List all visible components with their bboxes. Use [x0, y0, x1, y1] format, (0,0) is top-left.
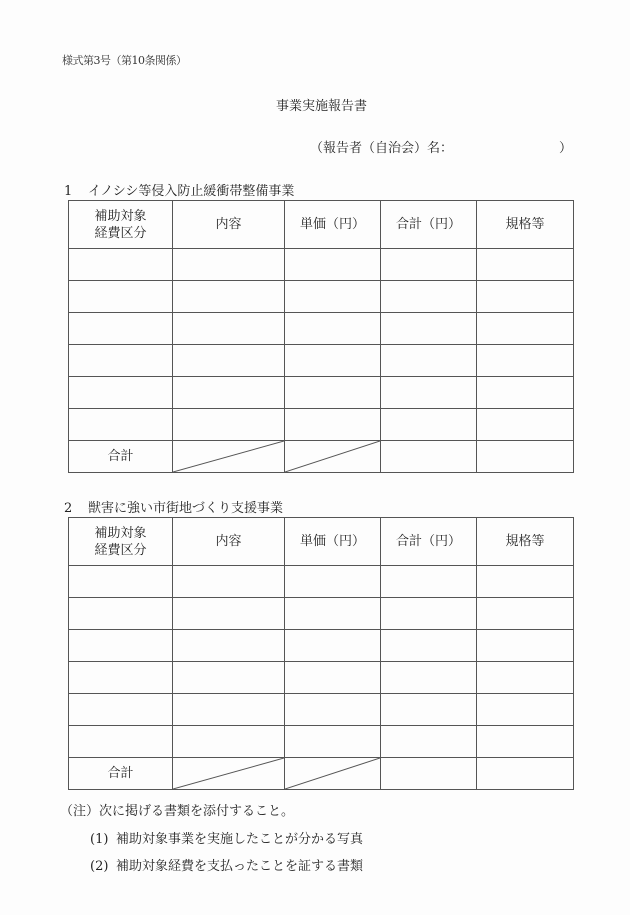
cell-content[interactable]	[173, 409, 285, 441]
cell-category[interactable]	[69, 630, 173, 662]
table-row	[69, 630, 574, 662]
cell-unit-price[interactable]	[285, 598, 381, 630]
cell-unit-price[interactable]	[285, 313, 381, 345]
note-item	[90, 855, 363, 874]
column-header-total: 合計（円）	[381, 518, 477, 566]
section-title-text: 獣害に強い市街地づくり支援事業	[88, 501, 284, 516]
cell-spec[interactable]	[477, 694, 574, 726]
table-row	[69, 409, 574, 441]
diagonal-line-icon	[173, 441, 284, 472]
cell-spec[interactable]	[477, 249, 574, 281]
cell-unit-price[interactable]	[285, 281, 381, 313]
cell-spec[interactable]	[477, 345, 574, 377]
column-header-content: 内容	[173, 518, 285, 566]
reporter-name-line	[310, 137, 572, 156]
cell-category[interactable]	[69, 249, 173, 281]
cell-total[interactable]	[381, 566, 477, 598]
section-2-title	[64, 497, 283, 516]
note-marker: (1)	[90, 832, 109, 847]
table-header-row	[69, 201, 574, 249]
note-text: 補助対象事業を実施したことが分かる写真	[116, 832, 364, 847]
cell-content[interactable]	[173, 377, 285, 409]
total-spec-cell[interactable]	[477, 441, 574, 473]
table-row	[69, 662, 574, 694]
diagonal-cell	[173, 441, 285, 473]
diagonal-cell	[285, 758, 381, 790]
cell-unit-price[interactable]	[285, 566, 381, 598]
diagonal-line-icon	[285, 758, 380, 789]
cell-content[interactable]	[173, 662, 285, 694]
column-header-total: 合計（円）	[381, 201, 477, 249]
cell-spec[interactable]	[477, 662, 574, 694]
total-row	[69, 441, 574, 473]
cell-total[interactable]	[381, 377, 477, 409]
cell-unit-price[interactable]	[285, 409, 381, 441]
total-label: 合計	[69, 758, 173, 790]
note-heading: （注）次に掲げる書類を添付すること。	[60, 804, 295, 819]
cell-content[interactable]	[173, 566, 285, 598]
section-number: 1	[64, 184, 73, 199]
cell-spec[interactable]	[477, 726, 574, 758]
total-sum-cell[interactable]	[381, 441, 477, 473]
cell-content[interactable]	[173, 313, 285, 345]
table-row	[69, 281, 574, 313]
cell-content[interactable]	[173, 249, 285, 281]
cell-unit-price[interactable]	[285, 249, 381, 281]
cell-spec[interactable]	[477, 281, 574, 313]
table-row	[69, 598, 574, 630]
note-item	[90, 828, 363, 847]
cell-spec[interactable]	[477, 313, 574, 345]
column-header-content: 内容	[173, 201, 285, 249]
cell-spec[interactable]	[477, 630, 574, 662]
cell-category[interactable]	[69, 726, 173, 758]
diagonal-cell	[285, 441, 381, 473]
note-text: 補助対象経費を支払ったことを証する書類	[116, 859, 364, 874]
total-sum-cell[interactable]	[381, 758, 477, 790]
table-row	[69, 566, 574, 598]
cell-category[interactable]	[69, 694, 173, 726]
cell-spec[interactable]	[477, 409, 574, 441]
cell-category[interactable]	[69, 281, 173, 313]
note-marker: (2)	[90, 859, 109, 874]
cell-total[interactable]	[381, 249, 477, 281]
cell-content[interactable]	[173, 726, 285, 758]
table-row	[69, 694, 574, 726]
section-2-table	[68, 517, 574, 790]
cell-spec[interactable]	[477, 566, 574, 598]
table-row	[69, 313, 574, 345]
cell-total[interactable]	[381, 694, 477, 726]
cell-unit-price[interactable]	[285, 377, 381, 409]
form-number: 様式第3号（第10条関係）	[62, 54, 187, 67]
table-header-row	[69, 518, 574, 566]
reporter-label: （報告者（自治会）名：	[310, 141, 454, 156]
column-header-unit-price: 単価（円）	[285, 518, 381, 566]
cell-total[interactable]	[381, 726, 477, 758]
cell-total[interactable]	[381, 409, 477, 441]
cell-category[interactable]	[69, 313, 173, 345]
cell-unit-price[interactable]	[285, 694, 381, 726]
cell-total[interactable]	[381, 313, 477, 345]
cell-unit-price[interactable]	[285, 662, 381, 694]
column-header-category: 補助対象 経費区分	[69, 201, 173, 249]
cell-spec[interactable]	[477, 598, 574, 630]
section-title-text: イノシシ等侵入防止緩衝帯整備事業	[88, 184, 295, 199]
reporter-close-paren: ）	[558, 141, 572, 156]
diagonal-cell	[173, 758, 285, 790]
cell-spec[interactable]	[477, 377, 574, 409]
table-row	[69, 249, 574, 281]
cell-total[interactable]	[381, 598, 477, 630]
cell-unit-price[interactable]	[285, 345, 381, 377]
cell-category[interactable]	[69, 598, 173, 630]
page-title: 事業実施報告書	[276, 99, 368, 114]
column-header-category: 補助対象 経費区分	[69, 518, 173, 566]
cell-total[interactable]	[381, 662, 477, 694]
column-header-spec: 規格等	[477, 201, 574, 249]
cell-content[interactable]	[173, 345, 285, 377]
total-row	[69, 758, 574, 790]
section-number: 2	[64, 501, 73, 516]
column-header-unit-price: 単価（円）	[285, 201, 381, 249]
cell-category[interactable]	[69, 662, 173, 694]
cell-total[interactable]	[381, 281, 477, 313]
cell-content[interactable]	[173, 281, 285, 313]
table-row	[69, 345, 574, 377]
diagonal-line-icon	[173, 758, 284, 789]
cell-content[interactable]	[173, 630, 285, 662]
cell-category[interactable]	[69, 566, 173, 598]
column-header-spec: 規格等	[477, 518, 574, 566]
total-spec-cell[interactable]	[477, 758, 574, 790]
table-row	[69, 726, 574, 758]
cell-content[interactable]	[173, 694, 285, 726]
cell-category[interactable]	[69, 409, 173, 441]
cell-category[interactable]	[69, 377, 173, 409]
table-row	[69, 377, 574, 409]
diagonal-line-icon	[285, 441, 380, 472]
cell-category[interactable]	[69, 345, 173, 377]
section-1-table	[68, 200, 574, 473]
section-1-title	[64, 180, 294, 199]
total-label: 合計	[69, 441, 173, 473]
cell-content[interactable]	[173, 598, 285, 630]
cell-unit-price[interactable]	[285, 726, 381, 758]
cell-unit-price[interactable]	[285, 630, 381, 662]
cell-total[interactable]	[381, 345, 477, 377]
cell-total[interactable]	[381, 630, 477, 662]
